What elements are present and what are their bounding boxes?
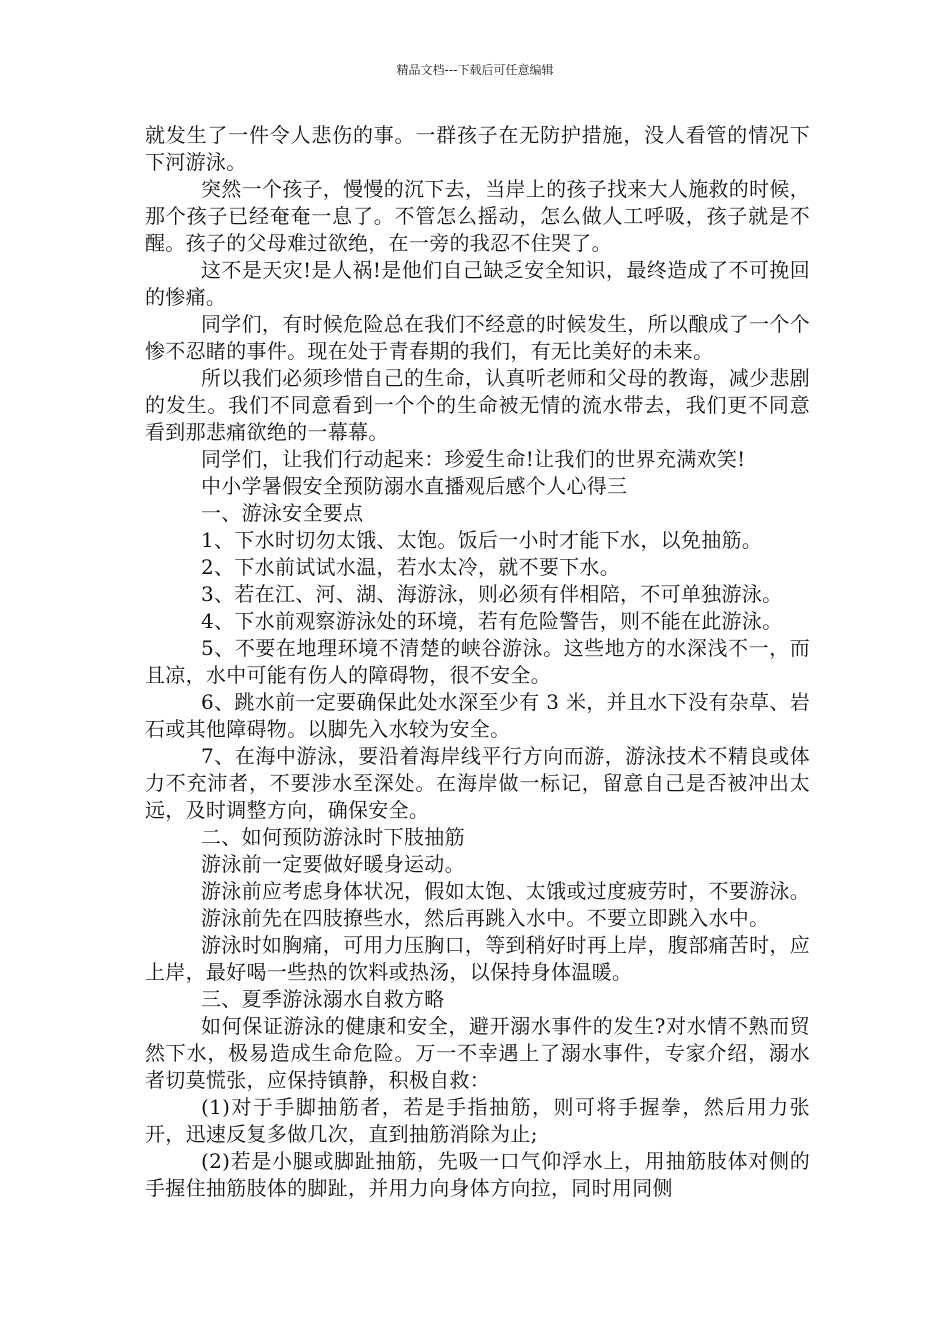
section-heading: 三、夏季游泳溺水自救方略 <box>201 987 445 1011</box>
paragraph: 就发生了一件令人悲伤的事。一群孩子在无防护措施，没人看管的情况下下河游泳。 <box>145 123 810 174</box>
document-body <box>145 122 810 1202</box>
list-item: 2、下水前试试水温，若水太冷，就不要下水。 <box>201 555 621 579</box>
list-item: 4、下水前观察游泳处的环境，若有危险警告，则不能在此游泳。 <box>201 609 783 633</box>
list-item: 3、若在江、河、湖、海游泳，则必须有伴相陪，不可单独游泳。 <box>201 582 783 606</box>
paragraph: 同学们，让我们行动起来：珍爱生命!让我们的世界充满欢笑! <box>201 447 746 471</box>
page-header: 精品文档---下载后可任意编辑 <box>396 63 554 77</box>
section-heading: 一、游泳安全要点 <box>201 501 364 525</box>
list-item: 6、跳水前一定要确保此处水深至少有 3 米，并且水下没有杂草、岩石或其他障碍物。以脚先入水较为安全。 <box>145 690 810 741</box>
section-heading: 二、如何预防游泳时下肢抽筋 <box>201 825 465 849</box>
paragraph: 游泳前应考虑身体状况，假如太饱、太饿或过度疲劳时，不要游泳。 <box>201 879 810 903</box>
paragraph: 游泳前一定要做好暖身运动。 <box>201 852 465 876</box>
paragraph: 同学们，有时候危险总在我们不经意的时候发生，所以酿成了一个个惨不忍睹的事件。现在处于青春期的我们，有无比美好的未来。 <box>145 312 810 363</box>
list-item: 1、下水时切勿太饿、太饱。饭后一小时才能下水，以免抽筋。 <box>201 528 763 552</box>
list-item: (1)对于手脚抽筋者，若是手指抽筋，则可将手握拳，然后用力张开，迅速反复多做几次，直到抽筋消除为止; <box>145 1095 810 1146</box>
paragraph: 游泳时如胸痛，可用力压胸口，等到稍好时再上岸，腹部痛苦时，应上岸，最好喝一些热的饮料或热汤，以保持身体温暖。 <box>145 933 810 984</box>
paragraph: 如何保证游泳的健康和安全，避开溺水事件的发生?对水情不熟而贸然下水，极易造成生命危险。万一不幸遇上了溺水事件，专家介绍，溺水者切莫慌张，应保持镇静，积极自救： <box>145 1014 810 1092</box>
paragraph: 所以我们必须珍惜自己的生命，认真听老师和父母的教诲，减少悲剧的发生。我们不同意看到一个个的生命被无情的流水带去，我们更不同意看到那悲痛欲绝的一幕幕。 <box>145 366 810 444</box>
section-title: 中小学暑假安全预防溺水直播观后感个人心得三 <box>201 474 628 498</box>
list-item: 7、在海中游泳，要沿着海岸线平行方向而游，游泳技术不精良或体力不充沛者，不要涉水至深处。在海岸做一标记，留意自己是否被冲出太远，及时调整方向，确保安全。 <box>145 744 810 822</box>
paragraph: 突然一个孩子，慢慢的沉下去，当岸上的孩子找来大人施救的时候，那个孩子已经奄奄一息了。不管怎么摇动，怎么做人工呼吸，孩子就是不醒。孩子的父母难过欲绝，在一旁的我忍不住哭了。 <box>145 177 810 255</box>
list-item: (2)若是小腿或脚趾抽筋，先吸一口气仰浮水上，用抽筋肢体对侧的手握住抽筋肢体的脚趾，并用力向身体方向拉，同时用同侧 <box>145 1149 810 1200</box>
paragraph: 游泳前先在四肢撩些水，然后再跳入水中。不要立即跳入水中。 <box>201 906 770 930</box>
paragraph: 这不是天灾!是人祸!是他们自己缺乏安全知识，最终造成了不可挽回的惨痛。 <box>145 258 810 309</box>
list-item: 5、不要在地理环境不清楚的峡谷游泳。这些地方的水深浅不一，而且凉，水中可能有伤人的障碍物，很不安全。 <box>145 636 810 687</box>
